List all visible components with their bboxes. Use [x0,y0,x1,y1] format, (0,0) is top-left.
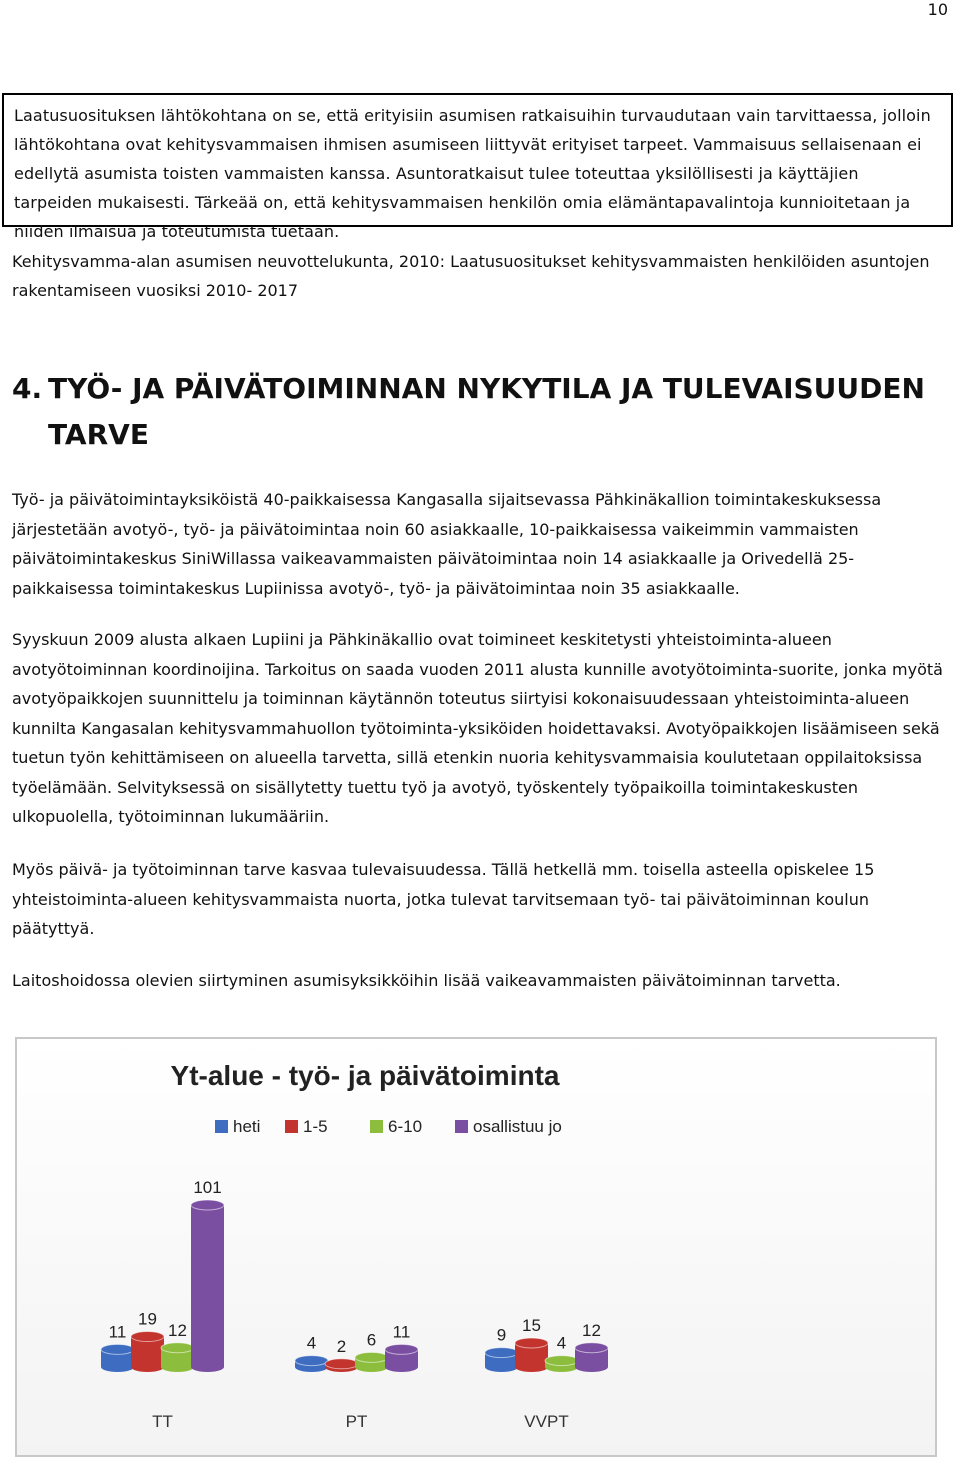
bar-base-PT-2 [355,1362,388,1372]
bar-top-TT-3 [191,1200,224,1210]
bar-base-TT-3 [191,1362,224,1372]
bar-base-TT-1 [131,1362,164,1372]
category-label-2: VVPT [524,1412,569,1431]
bar-top-VVPT-3 [575,1343,608,1353]
data-label-PT-2: 6 [366,1330,377,1350]
bar-top-VVPT-1 [515,1338,548,1348]
bar-top-VVPT-0 [485,1348,518,1358]
bar-top-PT-0 [295,1356,328,1366]
bar-top-TT-0 [101,1344,134,1354]
bar-top-PT-1 [325,1359,358,1369]
bar-base-PT-3 [385,1362,418,1372]
legend-label-2: 6-10 [388,1117,423,1136]
bar-top-TT-2 [161,1343,194,1353]
data-label-PT-0: 4 [306,1333,317,1353]
legend-swatch-3 [455,1120,468,1133]
bar-top-PT-3 [385,1344,418,1354]
bar-TT-3 [191,1205,224,1367]
data-label-VVPT-1: 15 [522,1315,541,1335]
paragraph-2: Syyskuun 2009 alusta alkaen Lupiini ja Pähkinäkallio ovat toimineet keskitetysti yhteistoiminta-alueen avotyötoiminnan koordinoijina. Tarkoitus on saada vuoden 2011 alusta kunnille avotyötoiminta-suorite, jonka myötä avotyöpaikkojen suunnittelu ja toiminnan käytännön toteutus siirtyisi kokonaisuudessaan yhteistoiminta-alueen kunnilta Kangasalan kehitysvammahuollon työtoiminta-yksiköiden hoidettavaksi. Avotyöpaikkojen lisäämiseen sekä tuetun työn kehittämiseen on alueella tarvetta, sillä etenkin nuoria kehitysvammaisia koulutetaan oppilaitoksissa työelämään. Selvityksessä on sisällytetty tuettu työ ja avotyö, työskentely työpaikoilla toimintakeskusten ulkopuolella, työtoiminnan lukumääriin. [12,630,943,826]
bar-base-TT-2 [161,1362,194,1372]
legend-label-0: heti [233,1117,261,1136]
data-label-TT-2: 12 [168,1320,187,1340]
section-number: 4. [12,372,43,405]
source-citation: Kehitysvamma-alan asumisen neuvottelukunta, 2010: Laatusuositukset kehitysvammaisten henkilöiden asuntojen rakentamiseen vuosiksi 2010- 2017 [12,252,930,300]
data-label-VVPT-0: 9 [496,1325,507,1345]
paragraph-3: Myös päivä- ja työtoiminnan tarve kasvaa tulevaisuudessa. Tällä hetkellä mm. toisella asteella opiskelee 15 yhteistoiminta-alueen kehitysvammaista nuorta, jotka tulevat tarvitsemaan työ- tai päivätoiminnan koulun päätyttyä. [12,860,875,938]
category-label-0: TT [152,1412,173,1431]
data-label-PT-3: 11 [392,1322,411,1342]
data-label-VVPT-3: 12 [582,1320,601,1340]
data-label-TT-0: 11 [108,1322,127,1342]
data-label-VVPT-2: 4 [556,1333,567,1353]
bar-chart [15,1037,937,1457]
bar-base-VVPT-1 [515,1362,548,1372]
category-label-1: PT [345,1412,368,1431]
bar-top-VVPT-2 [545,1356,578,1366]
bar-base-VVPT-3 [575,1362,608,1372]
bar-top-TT-1 [131,1332,164,1342]
chart-frame [16,1038,936,1456]
data-label-TT-3: 101 [193,1178,222,1197]
chart-title: Yt-alue - työ- ja päivätoiminta [170,1060,560,1091]
section-title-line1: TYÖ- JA PÄIVÄTOIMINNAN NYKYTILA JA TULEVAISUUDEN [48,372,925,405]
chart-svg [15,1037,937,1457]
legend-label-3: osallistuu jo [473,1117,562,1136]
bar-base-VVPT-0 [485,1362,518,1372]
data-label-PT-1: 2 [336,1336,347,1356]
bar-top-PT-2 [355,1352,388,1362]
paragraph-1: Työ- ja päivätoimintayksiköistä 40-paikkaisessa Kangasalla sijaitsevassa Pähkinäkallion toimintakeskuksessa järjestetään avotyö-, työ- ja päivätoimintaa noin 60 asiakkaalle, 10-paikkaisessa vaikeimmin vammaisten päivätoimintakeskus SiniWillassa vaikeavammaisten päivätoimintaa noin 14 asiakkaalle ja Orivedellä 25-paikkaisessa toimintakeskus Lupiinissa avotyö-, työ- ja päivätoimintaa noin 35 asiakkaalle. [12,490,882,598]
paragraph-4: Laitoshoidossa olevien siirtyminen asumisyksikköihin lisää vaikeavammaisten päivätoiminnan tarvetta. [12,971,841,990]
data-label-TT-1: 19 [138,1309,157,1329]
legend-swatch-2 [370,1120,383,1133]
section-title-line2: TARVE [48,418,149,451]
legend-swatch-0 [215,1120,228,1133]
page-number: 10 [927,0,948,19]
section-heading [12,366,942,458]
legend-label-1: 1-5 [303,1117,328,1136]
legend-swatch-1 [285,1120,298,1133]
quote-text: Laatusuosituksen lähtökohtana on se, että erityisiin asumisen ratkaisuihin turvaudutaan vain tarvittaessa, jolloin lähtökohtana ovat kehitysvammaisen ihmisen asumiseen liittyvät erityiset tarpeet. Vammaisuus sellaisenaan ei edellytä asumista toisten vammaisten kanssa. Asuntoratkaisut tulee toteuttaa yksilöllisesti ja käyttäjien tarpeiden mukaisesti. Tärkeää on, että kehitysvammaisen henkilön omia elämäntapavalintoja kunnioitetaan ja niiden ilmaisua ja toteutumista tuetaan. [14,106,931,241]
bar-base-TT-0 [101,1362,134,1372]
quote-box [2,93,953,241]
